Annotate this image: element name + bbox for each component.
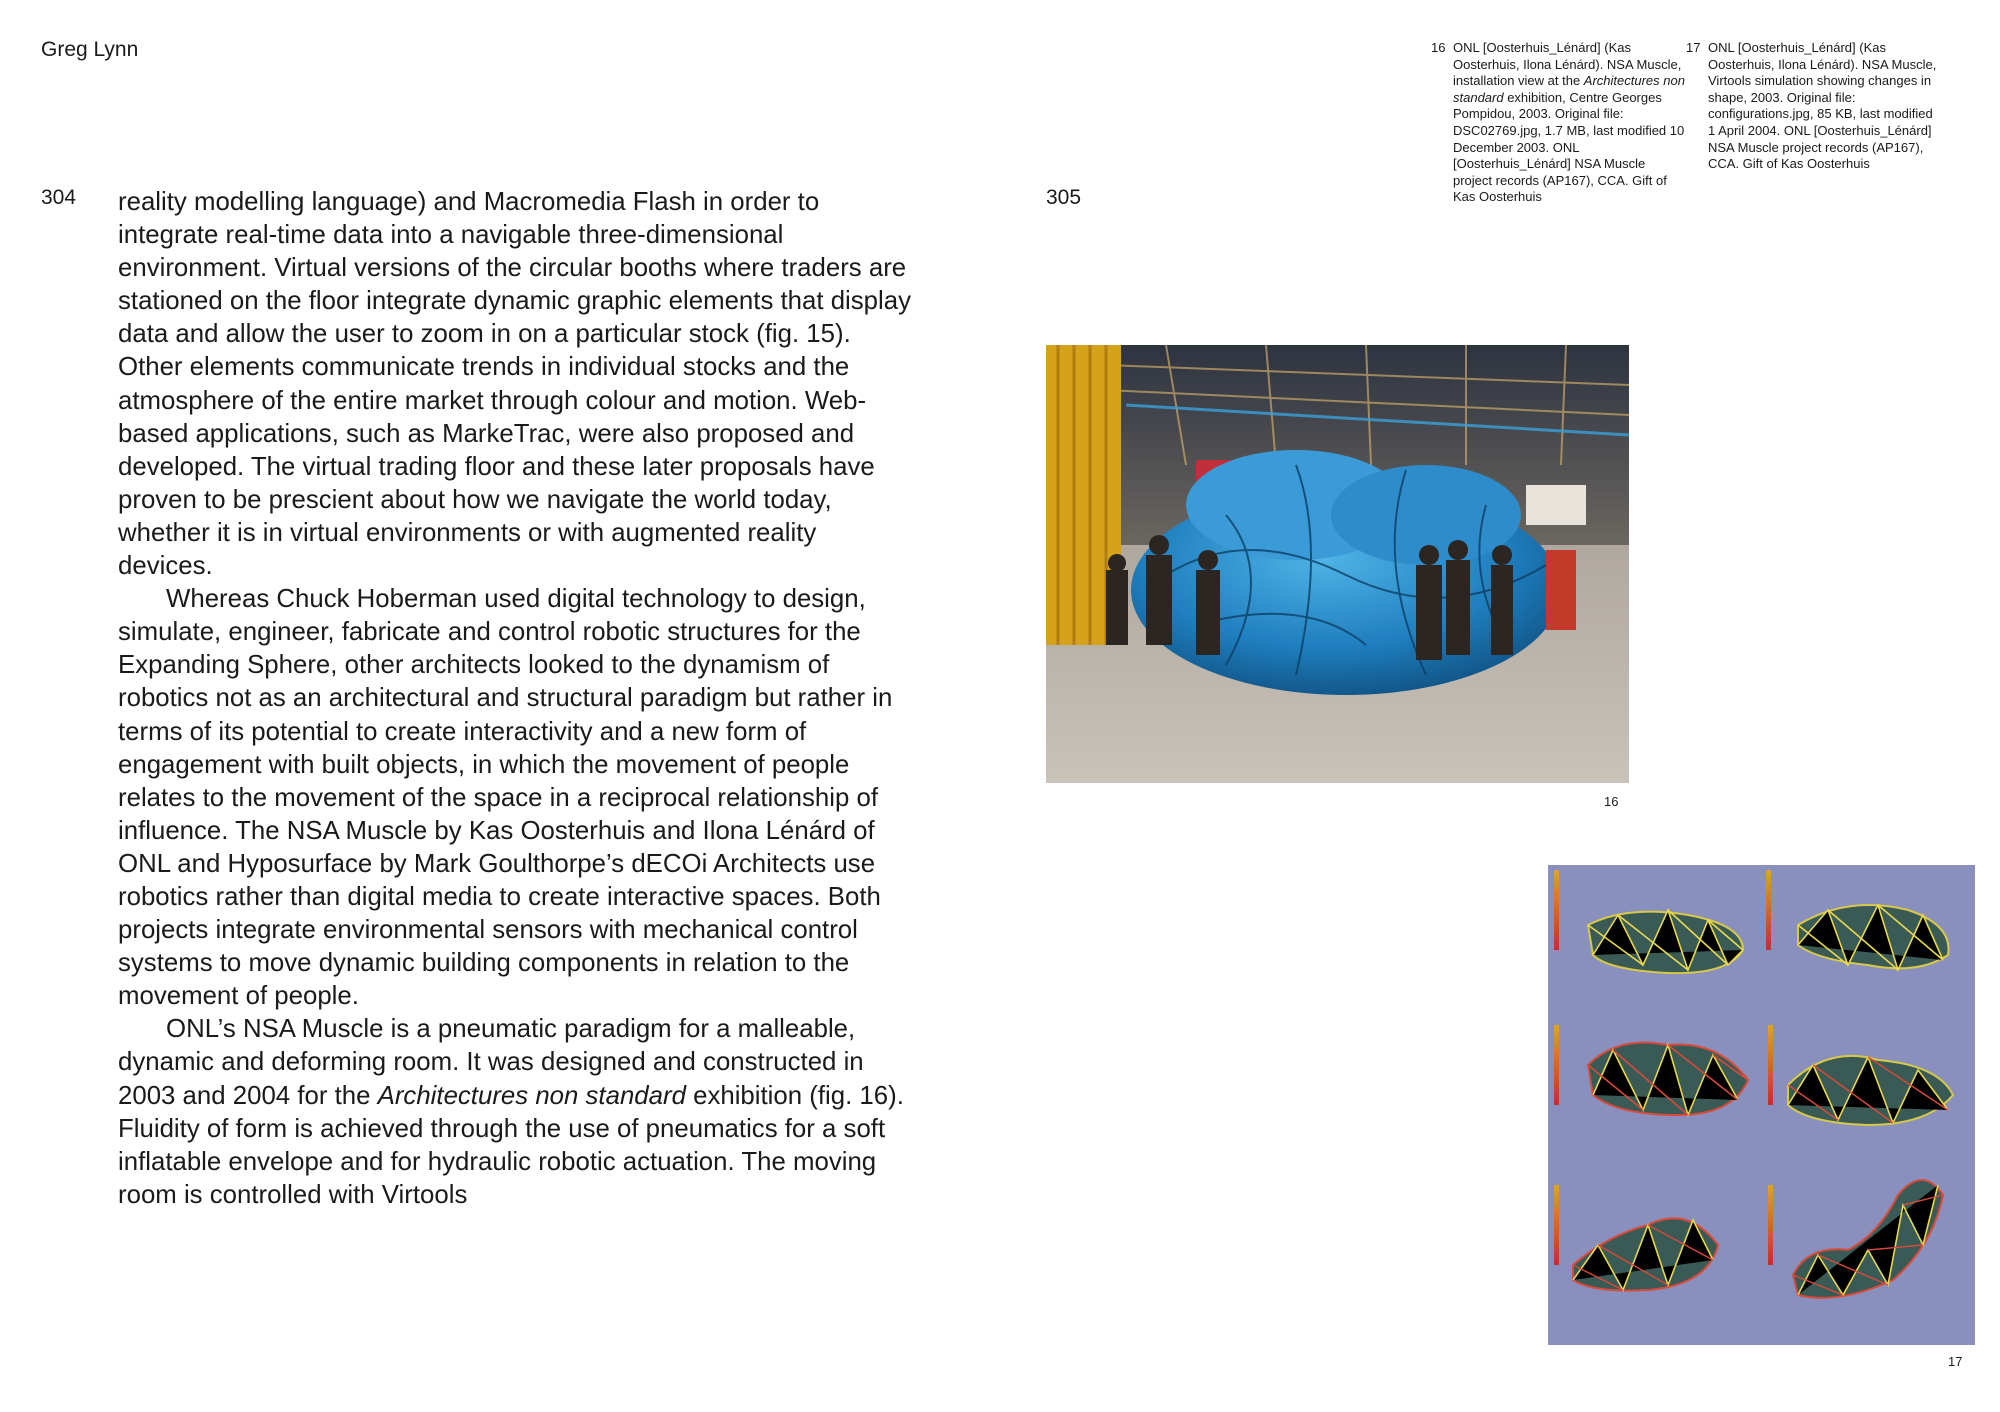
caption-16-italic: Architectures non standard (1453, 73, 1685, 105)
figure-16-installation-photo (1046, 345, 1629, 783)
caption-number-16: 16 (1431, 40, 1446, 55)
paragraph-1: reality modelling language) and Macromedia Flash in order to integrate real-time data into a navigable three-dimensional environment. Virtual versions of the circular booths where traders are stationed on the floor integrate dynamic graphic elements that display data and allow the user to zoom in on a particular stock (fig. 15). Other elements communicate trends in individual stocks and the atmosphere of the entire market through colour and motion. Web-based applications, such as MarkeTrac, were also proposed and developed. The virtual trading floor and these later proposals have proven to be prescient about how we navigate the world today, whether it is in virtual environments or with augmented reality devices. (118, 188, 912, 581)
caption-16-text-a: ONL [Oosterhuis_Lénárd] (Kas Oosterhuis, Ilona Lénárd). NSA Muscle, installation view at the (1453, 40, 1682, 89)
running-head-author: Greg Lynn (41, 38, 139, 61)
caption-17-text: ONL [Oosterhuis_Lénárd] (Kas Oosterhuis, Ilona Lénárd). NSA Muscle, Virtools simulation showing changes in shape, 2003. Original file: configurations.jpg, 85 KB, last modified 1 April 2004. ONL [Oosterhuis_Lénárd] NSA Muscle project records (AP167), CCA. Gift of Kas Oosterhuis (1708, 40, 1937, 172)
page-number-left: 304 (41, 186, 77, 209)
caption-fig-17 (1686, 40, 1940, 173)
figure-17-simulation-image (1548, 865, 1975, 1345)
exhibition-title: Architectures non standard (377, 1081, 686, 1110)
paragraph-3-part-b: exhibition (fig. 16). Fluidity of form is achieved through the use of pneumatics for a soft inflatable envelope and for hydraulic robotic actuation. The moving room is controlled with Virtools (118, 1081, 904, 1209)
caption-16-text-b: exhibition, Centre Georges Pompidou, 2003. Original file: DSC02769.jpg, 1.7 MB, last modified 10 December 2003. ONL [Oosterhuis_Lénárd] NSA Muscle project records (AP167), CCA. Gift of Kas Oosterhuis (1453, 89, 1685, 205)
caption-number-17: 17 (1686, 40, 1701, 55)
figure-17-label: 17 (1948, 1354, 1963, 1369)
caption-fig-16 (1431, 40, 1685, 206)
paragraph-3 (118, 1013, 918, 1212)
body-text (118, 186, 918, 1212)
paragraph-3-part-a: ONL’s NSA Muscle is a pneumatic paradigm for a malleable, dynamic and deforming room. It was designed and constructed in 2003 and 2004 for the (118, 1015, 864, 1110)
figure-16-label: 16 (1604, 794, 1619, 809)
page-number-right: 305 (1046, 186, 1082, 209)
simulation-configurations-illustration (1548, 865, 1975, 1345)
paragraph-2: Whereas Chuck Hoberman used digital technology to design, simulate, engineer, fabricate and control robotic structures for the Expanding Sphere, other architects looked to the dynamism of robotics not as an architectural and structural paradigm but rather in terms of its potential to create interactivity and a new form of engagement with built objects, in which the movement of people relates to the movement of the space in a reciprocal relationship of influence. The NSA Muscle by Kas Oosterhuis and Ilona Lénárd of ONL and Hyposurface by Mark Goulthorpe’s dECOi Architects use robotics rather than digital media to create interactive spaces. Both projects integrate environmental sensors with mechanical control systems to move dynamic building components in relation to the movement of people. (118, 585, 893, 1011)
installation-photo-illustration (1046, 345, 1629, 783)
